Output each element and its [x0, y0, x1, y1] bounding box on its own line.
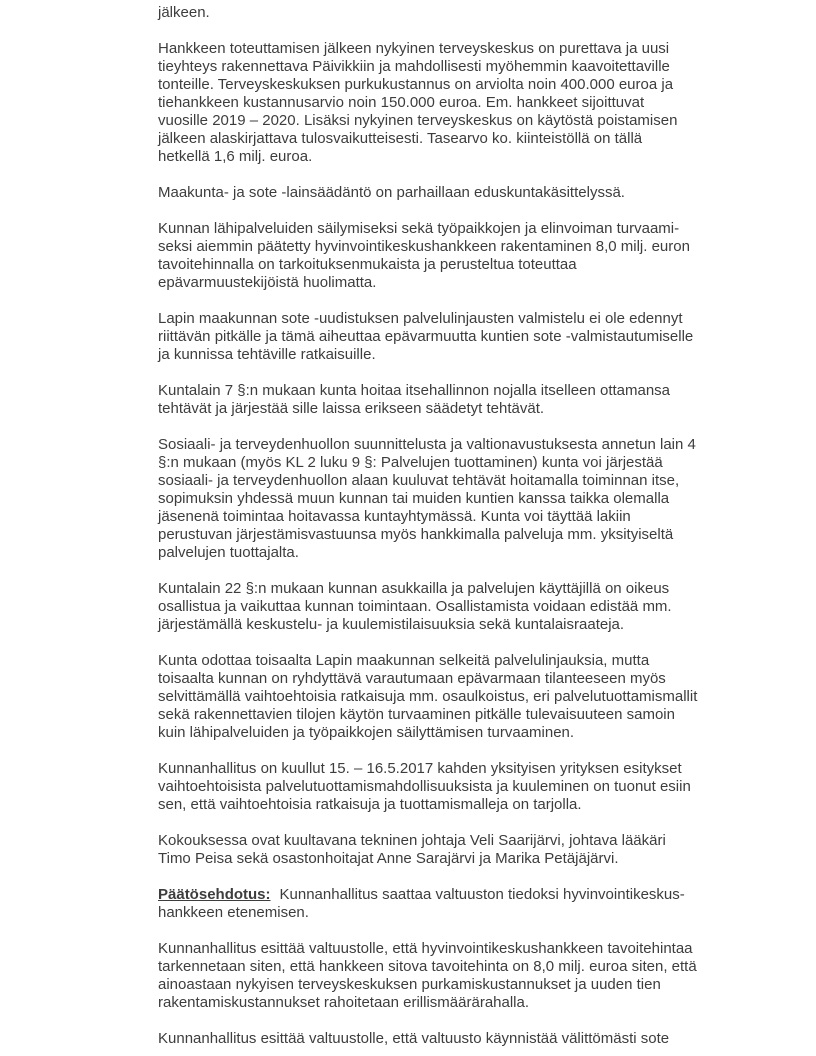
text-line: ja kunnissa tehtäville ratkaisuille. [158, 346, 376, 363]
text-line [158, 886, 798, 904]
text-line: Maakunta- ja sote -lainsäädäntö on parhaillaan eduskuntakäsittelyssä. [158, 184, 625, 201]
paragraph-7 [158, 436, 798, 562]
text-line: toisaalta kunnan on ryhdyttävä varautumaan epävarmaan tilanteeseen myös [158, 670, 666, 687]
paragraph-5 [158, 310, 798, 364]
text-line: jäsenenä toimintaa hoitavassa kuntayhtymässä. Kunta voi täyttää lakiin [158, 508, 631, 525]
text-line: vaihtoehtoisista palvelutuottamismahdollisuuksista ja kuuleminen on tuonut esiin [158, 778, 691, 795]
paragraph-12 [158, 886, 798, 922]
paragraph-4 [158, 220, 798, 292]
document-body [158, 4, 798, 1048]
text-line: rakentamiskustannukset rahoitetaan erillismäärärahalla. [158, 994, 530, 1011]
text-line: jälkeen alaskirjattava tulosvaikutteisesti. Tasearvo ko. kiinteistöllä on tällä [158, 130, 643, 147]
text-line: tiehankkeen kustannusarvio noin 150.000 euroa. Em. hankkeet sijoittuvat [158, 94, 645, 111]
text-line: Lapin maakunnan sote -uudistuksen palvelulinjausten valmistelu ei ole edennyt [158, 310, 683, 327]
text-line: vuosille 2019 – 2020. Lisäksi nykyinen terveyskeskus on käytöstä poistamisen [158, 112, 678, 129]
paragraph-2 [158, 40, 798, 166]
paragraph-14 [158, 1030, 798, 1048]
text-line: Kunnan lähipalveluiden säilymiseksi sekä työpaikkojen ja elinvoiman turvaami- [158, 220, 680, 237]
text-line: tehtävät ja järjestää sille laissa erikseen säädetyt tehtävät. [158, 400, 545, 417]
paragraph-6 [158, 382, 798, 418]
paragraph-3 [158, 184, 798, 202]
paragraph-10 [158, 760, 798, 814]
text-line: tavoitehinnalla on tarkoituksenmukaista ja perusteltua toteuttaa [158, 256, 577, 273]
paragraph-1 [158, 4, 798, 22]
paragraph-13 [158, 940, 798, 1012]
text-line: selvittämällä vaihtoehtoisia ratkaisuja mm. osaulkoistus, eri palvelutuottamismallit [158, 688, 698, 705]
text-line: jälkeen. [158, 4, 210, 21]
text-line: Kunta odottaa toisaalta Lapin maakunnan selkeitä palvelulinjauksia, mutta [158, 652, 650, 669]
text-line: kuin lähipalveluiden ja työpaikkojen säilyttämisen turvaaminen. [158, 724, 575, 741]
text-line: riittävän pitkälle ja tämä aiheuttaa epävarmuutta kuntien sote -valmistautumiselle [158, 328, 694, 345]
text-line: sen, että vaihtoehtoisia ratkaisuja ja tuottamismalleja on tarjolla. [158, 796, 582, 813]
text-line: §:n mukaan (myös KL 2 luku 9 §: Palvelujen tuottaminen) kunta voi järjestää [158, 454, 663, 471]
text-line: Kokouksessa ovat kuultavana tekninen johtaja Veli Saarijärvi, johtava lääkäri [158, 832, 666, 849]
text-line: hankkeen etenemisen. [158, 904, 309, 921]
text-line: Sosiaali- ja terveydenhuollon suunnittelusta ja valtionavustuksesta annetun lain 4 [158, 436, 696, 453]
text-line: Timo Peisa sekä osastonhoitajat Anne Sarajärvi ja Marika Petäjäjärvi. [158, 850, 619, 867]
text-line: hetkellä 1,6 milj. euroa. [158, 148, 313, 165]
text-line: järjestämällä keskustelu- ja kuulemistilaisuuksia sekä kuntalaisraateja. [158, 616, 625, 633]
text-line: sekä rakennettavien tilojen käytön turvaaminen pitkälle tulevaisuuteen samoin [158, 706, 675, 723]
text-line: Kunnanhallitus on kuullut 15. – 16.5.2017 kahden yksityisen yrityksen esitykset [158, 760, 682, 777]
decision-proposal-text: Kunnanhallitus saattaa valtuuston tiedoksi hyvinvointikeskus- [279, 886, 685, 903]
text-line: epävarmuustekijöistä huolimatta. [158, 274, 377, 291]
text-line: ainoastaan nykyisen terveyskeskuksen purkamiskustannukset ja uuden tien [158, 976, 661, 993]
decision-proposal-label: Päätösehdotus: [158, 886, 271, 903]
text-line: Hankkeen toteuttamisen jälkeen nykyinen terveyskeskus on purettava ja uusi [158, 40, 670, 57]
paragraph-8 [158, 580, 798, 634]
text-line: tieyhteys rakennettava Päivikkiin ja mahdollisesti myöhemmin kaavoitettaville [158, 58, 670, 75]
text-line: seksi aiemmin päätetty hyvinvointikeskushankkeen rakentaminen 8,0 milj. euron [158, 238, 690, 255]
text-line: perustuvan järjestämisvastuunsa myös hankkimalla palveluja mm. yksityiseltä [158, 526, 674, 543]
text-line: tonteille. Terveyskeskuksen purkukustannus on arviolta noin 400.000 euroa ja [158, 76, 674, 93]
text-line: Kunnanhallitus esittää valtuustolle, että valtuusto käynnistää välittömästi sote [158, 1030, 670, 1047]
text-line: Kuntalain 7 §:n mukaan kunta hoitaa itsehallinnon nojalla itselleen ottamansa [158, 382, 671, 399]
text-line: Kuntalain 22 §:n mukaan kunnan asukkailla ja palvelujen käyttäjillä on oikeus [158, 580, 670, 597]
text-line: sopimuksin yhdessä muun kunnan tai muiden kuntien kanssa taikka olemalla [158, 490, 670, 507]
paragraph-9 [158, 652, 798, 742]
text-line: Kunnanhallitus esittää valtuustolle, että hyvinvointikeskushankkeen tavoitehintaa [158, 940, 693, 957]
text-line: palvelujen tuottajalta. [158, 544, 299, 561]
text-line: tarkennetaan siten, että hankkeen sitova tavoitehinta on 8,0 milj. euroa siten, että [158, 958, 697, 975]
text-line: sosiaali- ja terveydenhuollon alaan kuuluvat tehtävät hoitamalla toiminnan itse, [158, 472, 680, 489]
paragraph-11 [158, 832, 798, 868]
text-line: osallistua ja vaikuttaa kunnan toimintaan. Osallistamista voidaan edistää mm. [158, 598, 672, 615]
